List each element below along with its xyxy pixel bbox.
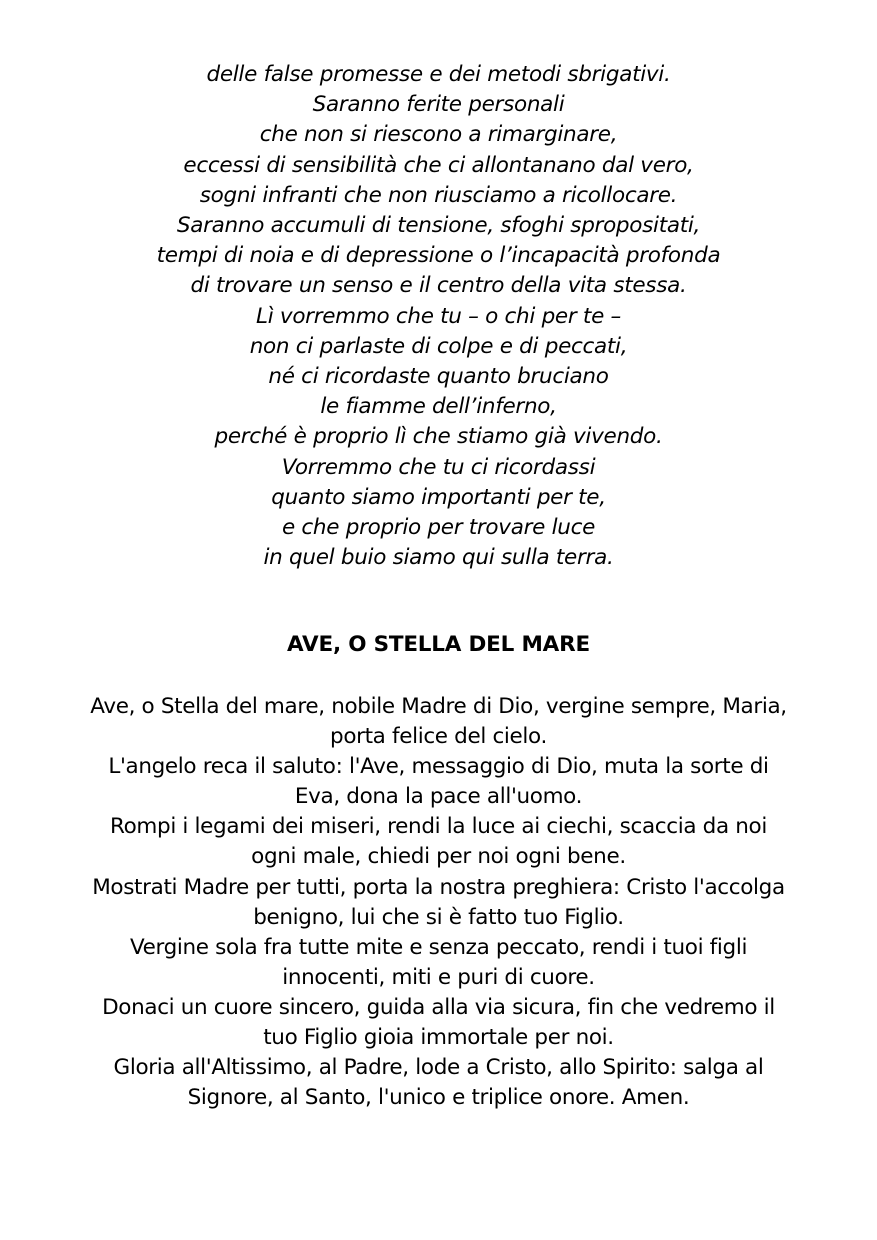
poem-line: non ci parlaste di colpe e di peccati, — [249, 333, 628, 359]
hymn-title: AVE, O STELLA DEL MARE — [287, 632, 590, 657]
hymn-line: Donaci un cuore sincero, guida alla via sicura, fin che vedremo il — [102, 994, 775, 1020]
hymn-line: innocenti, miti e puri di cuore. — [282, 964, 595, 990]
hymn-line: Ave, o Stella del mare, nobile Madre di Dio, vergine sempre, Maria, — [90, 694, 787, 719]
poem-line: che non si riescono a rimarginare, — [259, 122, 618, 148]
hymn-line: benigno, lui che si è fatto tuo Figlio. — [253, 904, 624, 930]
poem-line: Saranno ferite personali — [312, 92, 565, 118]
hymn-line: Gloria all'Altissimo, al Padre, lode a Cristo, allo Spirito: salga al — [113, 1055, 764, 1081]
hymn-line: Mostrati Madre per tutti, porta la nostra preghiera: Cristo l'accolga — [92, 874, 785, 900]
poem-line: quanto siamo importanti per te, — [271, 484, 606, 510]
poem-line: Lì vorremmo che tu – o chi per te – — [256, 303, 621, 329]
poem-line: in quel buio siamo qui sulla terra. — [263, 545, 614, 571]
poem-line: tempi di noia e di depressione o l’incapacità profonda — [156, 243, 721, 269]
poem-line: Saranno accumuli di tensione, sfoghi spropositati, — [176, 213, 701, 239]
poem-excerpt — [0, 60, 877, 573]
hymn-line: tuo Figlio gioia immortale per noi. — [263, 1025, 614, 1051]
hymn-line: Rompi i legami dei miseri, rendi la luce ai ciechi, scaccia da noi — [110, 814, 767, 840]
hymn-line: L'angelo reca il saluto: l'Ave, messaggio di Dio, muta la sorte di — [108, 754, 769, 780]
hymn-line: Eva, dona la pace all'uomo. — [294, 784, 583, 810]
poem-line: sogni infranti che non riusciamo a ricollocare. — [199, 182, 678, 208]
poem-line: Vorremmo che tu ci ricordassi — [281, 454, 596, 480]
poem-line: di trovare un senso e il centro della vita stessa. — [190, 273, 687, 299]
poem-line: eccessi di sensibilità che ci allontanano dal vero, — [183, 152, 694, 178]
poem-line: né ci ricordaste quanto bruciano — [268, 364, 609, 390]
poem-line: le fiamme dell’inferno, — [320, 394, 557, 420]
hymn-line: Signore, al Santo, l'unico e triplice onore. Amen. — [187, 1085, 690, 1111]
hymn-text — [0, 692, 877, 1113]
poem-line: e che proprio per trovare luce — [281, 515, 596, 541]
poem-line: perché è proprio lì che stiamo già vivendo. — [214, 424, 663, 450]
poem-line: delle false promesse e dei metodi sbrigativi. — [206, 62, 671, 87]
hymn-line: porta felice del cielo. — [330, 724, 547, 750]
hymn-line: ogni male, chiedi per noi ogni bene. — [251, 844, 626, 870]
hymn-line: Vergine sola fra tutte mite e senza peccato, rendi i tuoi figli — [129, 934, 748, 960]
